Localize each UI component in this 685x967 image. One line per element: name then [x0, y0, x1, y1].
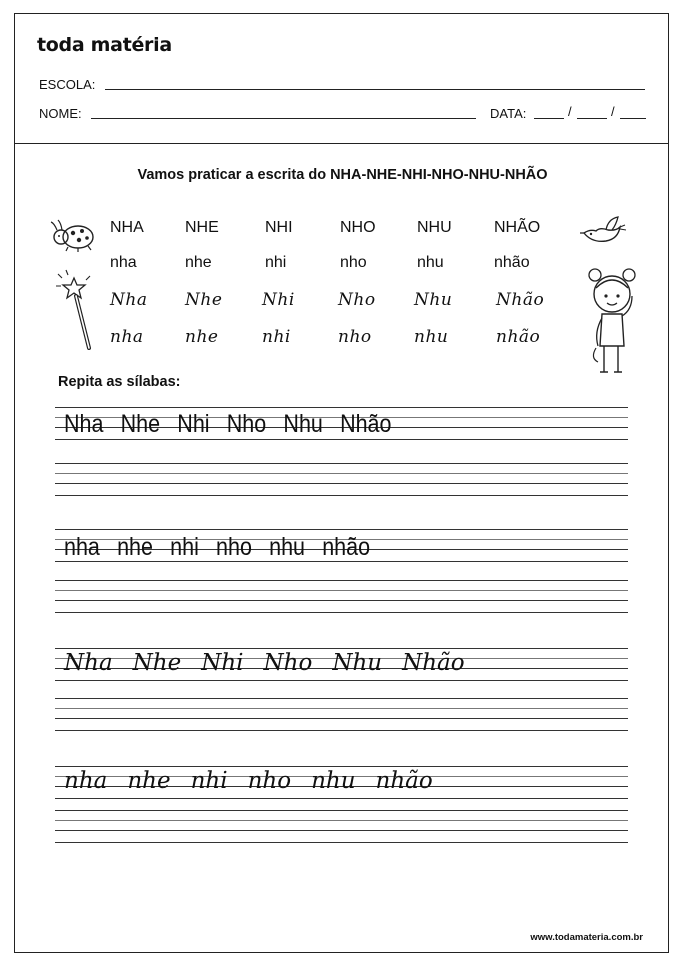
brand-logo: toda matéria [37, 34, 172, 56]
writing-line[interactable] [55, 820, 628, 821]
writing-line[interactable] [55, 590, 628, 591]
writing-line[interactable] [55, 580, 628, 581]
syllable-cursive-upper: Nhão [496, 290, 545, 310]
practice-syllable: Nhe [132, 650, 182, 676]
date-year-field[interactable] [620, 118, 646, 119]
name-field[interactable] [91, 118, 476, 119]
writing-line[interactable] [55, 612, 628, 613]
writing-line[interactable] [55, 600, 628, 601]
name-label: NOME: [39, 106, 82, 121]
practice-syllable: Nhão [402, 650, 465, 676]
writing-line[interactable] [55, 473, 628, 474]
practice-syllable: nhu [311, 768, 356, 794]
practice-syllable: Nhu [332, 650, 383, 676]
guide-line [55, 798, 628, 799]
guide-line [55, 680, 628, 681]
syllable-cursive-upper: Nhi [262, 290, 295, 310]
writing-line[interactable] [55, 842, 628, 843]
practice-syllable: nhe [117, 533, 153, 561]
writing-line[interactable] [55, 483, 628, 484]
syllable-cursive-upper: Nha [110, 290, 148, 310]
practice-row-print-upper [64, 410, 409, 439]
practice-syllable: nhi [190, 768, 228, 794]
syllable-upper: NHU [417, 219, 452, 236]
syllable-cursive-lower: nhu [414, 327, 449, 347]
practice-syllable: nhão [322, 533, 371, 561]
practice-syllable: nhu [269, 533, 306, 561]
date-month-field[interactable] [577, 118, 607, 119]
syllable-cursive-upper: Nhu [414, 290, 453, 310]
school-label: ESCOLA: [39, 77, 96, 92]
practice-syllable: nhão [375, 768, 433, 794]
guide-line [55, 766, 628, 767]
school-field[interactable] [105, 89, 645, 90]
writing-line[interactable] [55, 495, 628, 496]
syllable-upper: NHA [110, 219, 144, 236]
practice-syllable: nha [64, 533, 100, 561]
practice-label: Repita as sílabas: [58, 374, 181, 390]
practice-row-print-lower [64, 533, 387, 562]
worksheet-header [15, 14, 668, 144]
syllable-lower: nhe [185, 254, 212, 271]
guide-line [55, 529, 628, 530]
guide-line [55, 648, 628, 649]
practice-row-cursive-lower [64, 768, 453, 794]
ladybug-icon [48, 218, 96, 252]
practice-syllable: Nha [64, 650, 113, 676]
syllable-upper: NHI [265, 219, 293, 236]
syllable-cursive-upper: Nho [338, 290, 376, 310]
writing-line[interactable] [55, 463, 628, 464]
syllable-cursive-lower: nhe [185, 327, 219, 347]
practice-syllable: Nhi [201, 650, 244, 676]
syllable-cursive-lower: nha [110, 327, 144, 347]
practice-syllable: Nhão [340, 410, 392, 438]
syllable-cursive-upper: Nhe [185, 290, 223, 310]
practice-syllable: Nhe [120, 410, 161, 438]
syllable-lower: nha [110, 254, 137, 271]
syllable-upper: NHO [340, 219, 376, 236]
date-day-field[interactable] [534, 118, 564, 119]
date-separator: / [611, 104, 615, 119]
syllable-upper: NHÃO [494, 219, 541, 236]
magic-wand-icon [52, 268, 98, 352]
guide-line [55, 439, 628, 440]
syllable-cursive-lower: nho [338, 327, 372, 347]
practice-syllable: nha [64, 768, 108, 794]
date-label: DATA: [490, 106, 527, 121]
writing-line[interactable] [55, 718, 628, 719]
syllable-cursive-lower: nhão [496, 327, 541, 347]
practice-row-cursive-upper [64, 650, 485, 676]
practice-syllable: nhi [170, 533, 199, 561]
practice-syllable: Nha [64, 410, 104, 438]
writing-line[interactable] [55, 698, 628, 699]
date-separator: / [568, 104, 572, 119]
guide-line [55, 407, 628, 408]
writing-line[interactable] [55, 830, 628, 831]
writing-line[interactable] [55, 810, 628, 811]
practice-syllable: nho [216, 533, 252, 561]
practice-syllable: Nho [226, 410, 267, 438]
syllable-upper: NHE [185, 219, 219, 236]
syllable-cursive-lower: nhi [262, 327, 291, 347]
syllable-lower: nho [340, 254, 367, 271]
syllable-lower: nhi [265, 254, 287, 271]
worksheet-title: Vamos praticar a escrita do NHA-NHE-NHI-NHO-NHU-NHÃO [137, 167, 548, 183]
practice-syllable: nhe [127, 768, 171, 794]
practice-syllable: nho [247, 768, 292, 794]
girl-illustration [582, 266, 642, 380]
writing-line[interactable] [55, 730, 628, 731]
practice-syllable: Nhu [283, 410, 323, 438]
footer-url: www.todamateria.com.br [530, 932, 643, 943]
practice-syllable: Nho [263, 650, 313, 676]
practice-syllable: Nhi [177, 410, 210, 438]
writing-line[interactable] [55, 708, 628, 709]
syllable-lower: nhu [417, 254, 444, 271]
syllable-lower: nhão [494, 254, 530, 271]
bird-icon [578, 213, 628, 249]
